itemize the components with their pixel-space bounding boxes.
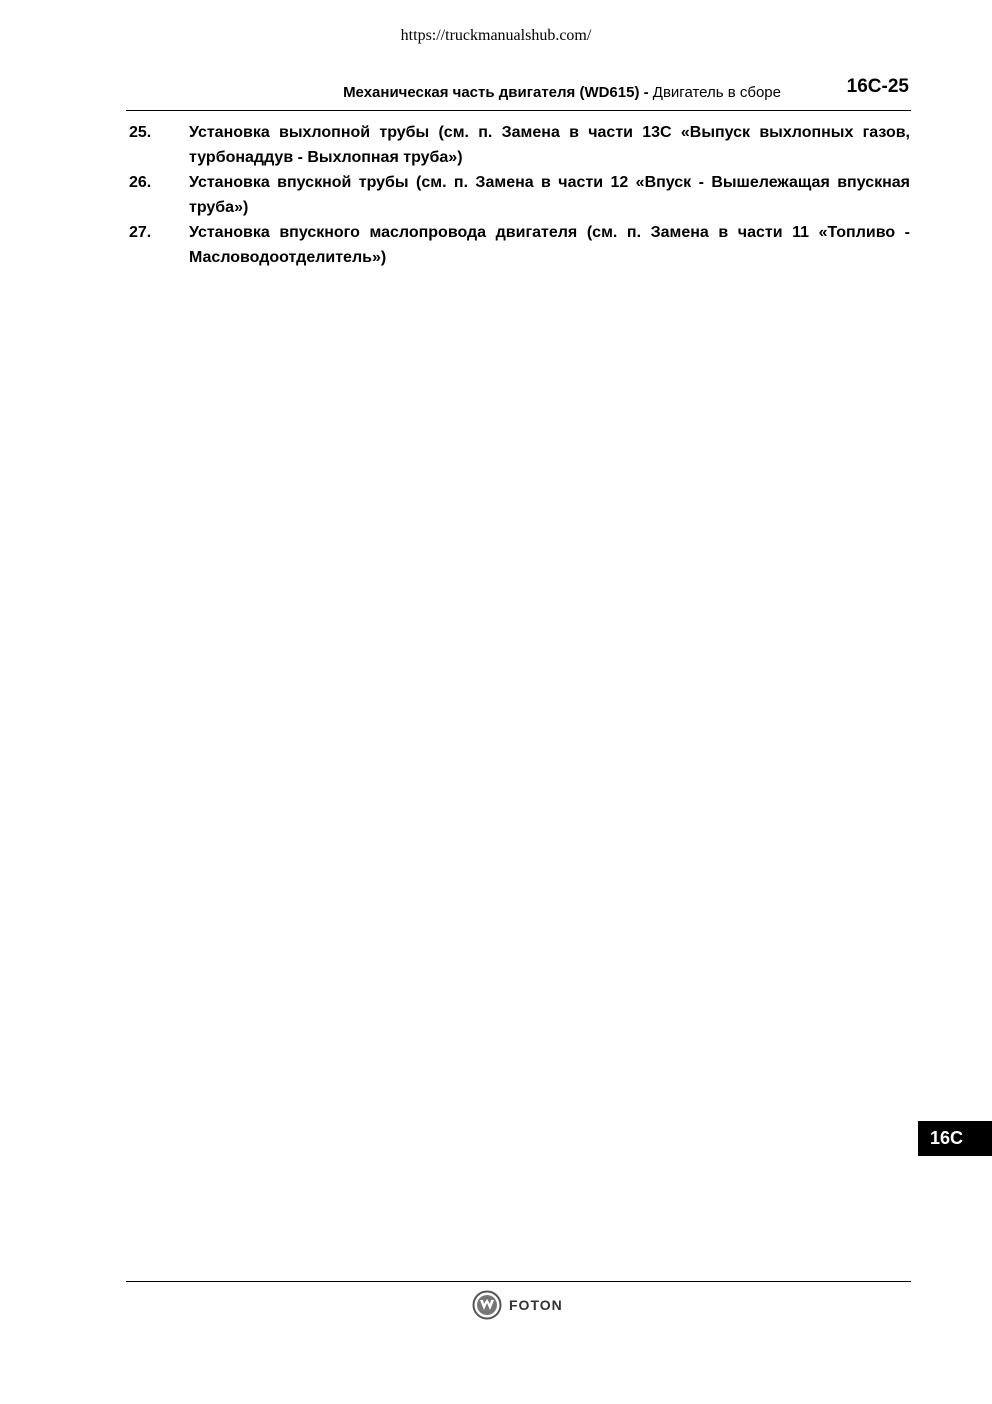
header-title-regular: Двигатель в сборе [652,84,781,101]
step-text: Установка впускной трубы (см. п. Замена в части 12 «Впуск - Вышележащая впускная труба») [189,174,910,216]
list-item [126,170,910,220]
step-number: 25. [129,124,152,141]
footer-divider [126,1281,911,1282]
step-number: 27. [129,224,152,241]
source-url: https://truckmanualshub.com/ [400,27,592,44]
header-divider [126,110,911,111]
section-tab: 16C [918,1121,992,1156]
step-text: Установка впускного маслопровода двигателя (см. п. Замена в части 11 «Топливо - Масловодоотделитель») [189,224,910,266]
header-title-bold: Механическая часть двигателя (WD615) - [343,84,649,101]
page-header [126,76,911,110]
list-item [126,220,910,270]
footer-logo [472,1289,563,1321]
foton-emblem-icon [472,1290,502,1320]
header-title [126,84,781,101]
page-number: 16С-25 [846,76,909,97]
step-number: 26. [129,174,152,191]
step-text: Установка выхлопной трубы (см. п. Замена в части 13С «Выпуск выхлопных газов, турбонаддув - Выхлопная труба») [189,124,910,166]
list-item [126,120,910,170]
logo-text: FOTON [509,1297,563,1313]
steps-list [126,120,910,270]
